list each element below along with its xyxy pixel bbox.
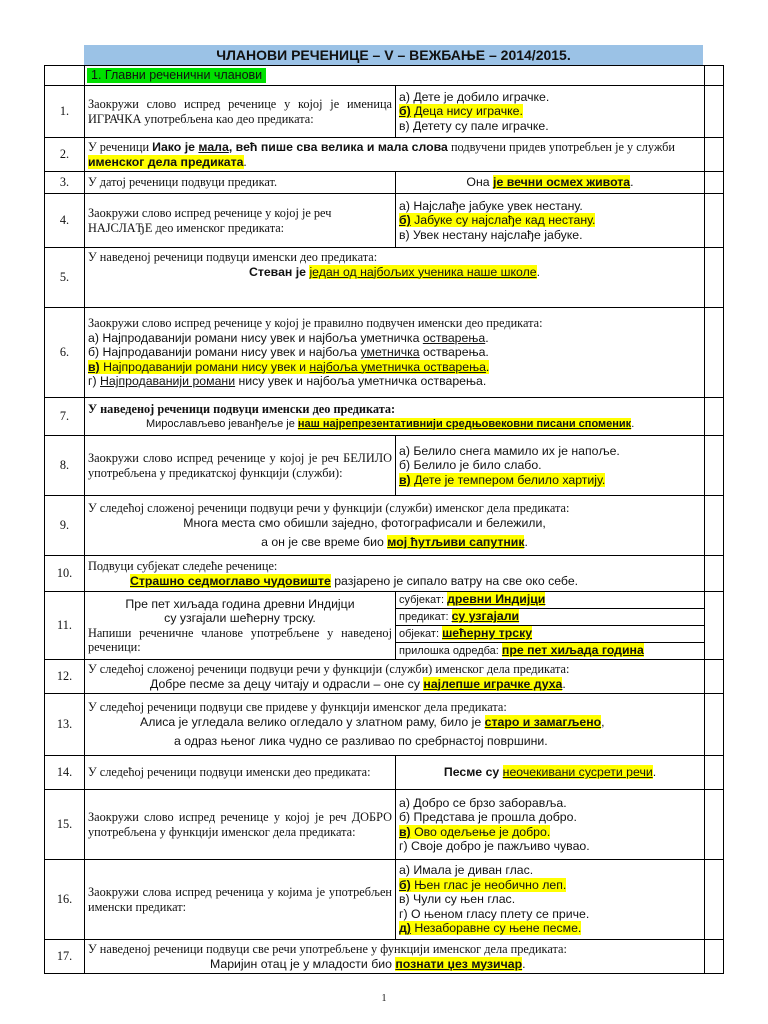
option-text: Ово одељење је добро. xyxy=(410,824,551,839)
option-text: Незаборавне су њене песме. xyxy=(410,921,582,936)
part-label: прилошка одредба: xyxy=(399,645,502,657)
answer-cell xyxy=(396,626,704,643)
option-a: а) Најслађе јабуке увек нестану. xyxy=(399,198,583,213)
question-body xyxy=(85,398,705,436)
option-text: Деца нису играчке. xyxy=(410,104,523,119)
underlined-part: Најпродаванији романи xyxy=(100,374,236,389)
question-number: 12. xyxy=(45,660,85,694)
question-body xyxy=(85,496,705,556)
question-row-3 xyxy=(45,172,724,194)
question-row-13 xyxy=(45,694,724,756)
answer-highlight: именског дела предиката xyxy=(88,154,244,169)
circled-letter: в) xyxy=(88,359,100,374)
question-body xyxy=(85,248,705,308)
underlined-part: остварења xyxy=(422,330,486,345)
sentence-line-2: а одраз њеног лика чудно се разливао по сребрнастој површини. xyxy=(174,734,548,749)
section-heading: 1. Главни реченични чланови xyxy=(87,68,266,83)
sentence-text: Она xyxy=(466,175,494,190)
option-text: . xyxy=(485,330,489,345)
sentence-text: . xyxy=(562,676,566,691)
question-prompt: У наведеној реченици подвуци све речи употребљене у функцији именског дела предиката: xyxy=(88,942,567,956)
option-c: в) Чули су њен глас. xyxy=(399,892,516,907)
section-row xyxy=(45,66,724,86)
answer-highlight: мој ћутљиви сапутник xyxy=(387,535,525,550)
question-number: 8. xyxy=(45,436,85,496)
prompt-text: . xyxy=(243,154,247,169)
underlined-part: најбоља уметничка остварења xyxy=(309,359,486,374)
answer-highlight: древни Индијци xyxy=(447,592,546,606)
question-row-17 xyxy=(45,940,724,974)
answer-options xyxy=(396,194,705,248)
answer-cell xyxy=(396,592,704,609)
circled-letter: б) xyxy=(399,877,411,892)
option-d xyxy=(88,374,701,389)
question-number: 2. xyxy=(45,138,85,172)
answer-highlight: најлепше играчке духа xyxy=(423,676,563,691)
option-a: а) Добро се брзо заборавља. xyxy=(399,795,567,810)
sentence-line-2: су узгајали шећерну трску. xyxy=(164,611,316,625)
sentence xyxy=(88,265,701,280)
answer-highlight: један од најбољих ученика наше школе xyxy=(309,264,537,279)
question-number: 16. xyxy=(45,860,85,940)
question-row-4 xyxy=(45,194,724,248)
answer-highlight: шећерну трску xyxy=(442,626,533,640)
answer-options xyxy=(396,790,705,860)
sentence-text: а он је све време био xyxy=(261,535,388,550)
sentence xyxy=(88,574,701,589)
option-e xyxy=(399,921,701,936)
worksheet-title: ЧЛАНОВИ РЕЧЕНИЦЕ – V – ВЕЖБАЊЕ – 2014/2015. xyxy=(84,45,703,65)
question-number: 9. xyxy=(45,496,85,556)
question-body xyxy=(85,660,705,694)
option-c xyxy=(88,360,701,375)
answer-cell xyxy=(396,609,704,626)
question-row-10 xyxy=(45,556,724,592)
answer-options xyxy=(396,860,705,940)
answer-highlight: старо и замагљено xyxy=(484,714,602,729)
question-prompt: Заокружи слово испред реченице у којој је правилно подвучен именски део предиката: xyxy=(88,316,543,331)
question-body xyxy=(85,694,705,756)
answer-options xyxy=(396,86,705,138)
answer-row-subject xyxy=(396,592,704,609)
underlined-adjective: мала xyxy=(198,140,229,154)
sentence-text: разјарено је сипало ватру на све око себе. xyxy=(330,573,579,588)
question-number: 7. xyxy=(45,398,85,436)
circled-letter: д) xyxy=(399,921,411,936)
sentence-text: Мирослављево јеванђеље је xyxy=(146,417,298,430)
part-label: предикат: xyxy=(399,611,452,623)
question-number: 4. xyxy=(45,194,85,248)
option-a: а) Белило снега мамило их је напоље. xyxy=(399,443,620,458)
option-d: г) Своје добро је пажљиво чувао. xyxy=(399,839,590,853)
question-number: 6. xyxy=(45,308,85,398)
question-row-16 xyxy=(45,860,724,940)
sentence-text: Маријин отац је у младости био xyxy=(210,956,396,971)
question-prompt: Заокружи слово испред реченице у којој је реч НАЈСЛАЂЕ део именског предиката: xyxy=(85,194,396,248)
option-b xyxy=(399,104,701,119)
question-row-12 xyxy=(45,660,724,694)
question-prompt: У следећој сложеној реченици подвуци речи у функцији (служби) именског дела предиката: xyxy=(88,662,570,676)
answer-options xyxy=(396,436,705,496)
question-prompt: У датој реченици подвуци предикат. xyxy=(85,172,396,194)
option-b xyxy=(399,213,701,228)
sentence-text: . xyxy=(630,175,634,190)
option-text: Јабуке су најслађе кад нестану. xyxy=(410,213,596,228)
option-text: Најпродаванији романи нису увек и xyxy=(99,359,310,374)
sentence xyxy=(88,417,701,432)
answer-highlight: наш најрепрезентативнији средњовековни писани споменик xyxy=(297,417,632,430)
question-row-6 xyxy=(45,308,724,398)
sentence-line-1: Пре пет хиљада година древни Индијци xyxy=(125,596,355,611)
question-row-2 xyxy=(45,138,724,172)
option-a xyxy=(88,331,701,346)
question-prompt: Заокружи слово испред реченице у којој је именица ИГРАЧКА употребљена као део предиката: xyxy=(85,86,396,138)
question-number: 15. xyxy=(45,790,85,860)
option-text: Њен глас је необично леп. xyxy=(410,877,567,892)
question-prompt: Заокружи слово испред реченице у којој је реч ДОБРО употребљена у функцији именског дела предиката: xyxy=(85,790,396,860)
answer-cell xyxy=(396,643,704,660)
question-body xyxy=(85,308,705,398)
answer-row-adverbial xyxy=(396,643,704,660)
sentence xyxy=(396,756,705,790)
sentence-line-1 xyxy=(88,715,701,730)
question-row-11 xyxy=(45,592,724,660)
exercise-table xyxy=(44,65,724,974)
sentence-text: Иако је xyxy=(152,140,199,154)
circled-letter: в) xyxy=(399,472,411,487)
sentence-text: Алиса је угледала велико огледало у златном раму, било је xyxy=(140,714,485,729)
sentence-text: , xyxy=(601,714,605,729)
question-prompt: У следећој реченици подвуци именски део предиката: xyxy=(85,756,396,790)
question-prompt xyxy=(85,138,705,172)
option-text: г) xyxy=(88,374,100,389)
question-prompt: У следећој сложеној реченици подвуци речи у функцији (служби) именског дела предиката: xyxy=(88,501,570,516)
option-b: б) Белило је било слабо. xyxy=(399,458,542,473)
option-c xyxy=(399,825,701,840)
sentence-line-1: Многа места смо обишли заједно, фотографисали и бележили, xyxy=(183,515,546,530)
sentence-text: Добре песме за децу читају и одрасли – оне су xyxy=(150,676,424,691)
question-body xyxy=(85,592,396,660)
question-body xyxy=(85,556,705,592)
sentence xyxy=(396,172,705,194)
underlined-part: уметничка xyxy=(360,345,420,360)
part-label: субјекат: xyxy=(399,594,448,606)
question-row-9 xyxy=(45,496,724,556)
question-number: 1. xyxy=(45,86,85,138)
question-number: 11. xyxy=(45,592,85,660)
option-b xyxy=(88,345,701,360)
question-number: 17. xyxy=(45,940,85,974)
sentence-text: Песме су xyxy=(443,765,503,780)
question-row-5 xyxy=(45,248,724,308)
question-number: 14. xyxy=(45,756,85,790)
question-prompt: Напиши реченичне чланове употребљене у наведеној реченици: xyxy=(88,625,392,654)
question-number: 13. xyxy=(45,694,85,756)
question-number: 10. xyxy=(45,556,85,592)
question-row-8 xyxy=(45,436,724,496)
option-c xyxy=(399,473,701,488)
part-label: објекат: xyxy=(399,628,443,640)
sentence-text: . xyxy=(522,956,526,971)
answer-row-predicate xyxy=(396,609,704,626)
sentence xyxy=(88,957,701,972)
question-number: 5. xyxy=(45,248,85,308)
answer-highlight: познати џез музичар xyxy=(395,956,523,971)
option-b xyxy=(399,878,701,893)
sentence-text: Стеван је xyxy=(248,264,310,279)
circled-letter: б) xyxy=(399,213,411,228)
question-row-1 xyxy=(45,86,724,138)
option-text: Дете је темпером белило хартију. xyxy=(410,472,606,487)
option-text: а) Најпродаванији романи нису увек и најбоља уметничка xyxy=(88,330,423,345)
sentence-line-2 xyxy=(88,530,701,550)
sentence-text: . xyxy=(524,535,528,550)
answer-highlight: је вечни осмех живота xyxy=(493,175,631,190)
sentence-text: . xyxy=(536,264,541,279)
answer-highlight: Страшно седмоглаво чудовиште xyxy=(130,573,331,588)
question-body xyxy=(85,940,705,974)
option-c: в) Детету су пале играчке. xyxy=(399,118,549,133)
option-a: а) Имала је диван глас. xyxy=(399,863,534,878)
question-prompt: Заокружи слово испред реченице у којој је реч БЕЛИЛО употребљена у предикатској функцији (служби): xyxy=(85,436,396,496)
question-row-7 xyxy=(45,398,724,436)
sentence-text: . xyxy=(631,417,635,430)
answer-highlight: пре пет хиљада година xyxy=(501,643,644,657)
answer-grid xyxy=(396,592,705,660)
question-number: 3. xyxy=(45,172,85,194)
prompt-text: У реченици xyxy=(88,140,153,154)
answer-row-object xyxy=(396,626,704,643)
question-row-14 xyxy=(45,756,724,790)
option-a: а) Дете је добило играчке. xyxy=(399,89,550,104)
answer-highlight: неочекивани сусрети речи xyxy=(502,765,653,780)
option-text: б) Најпродаванији романи нису увек и најбоља xyxy=(88,345,361,360)
question-prompt: У следећој реченици подвуци све придеве у функцији именског дела предиката: xyxy=(88,700,507,715)
option-text: нису увек и најбоља уметничка остварења. xyxy=(235,374,487,389)
prompt-text: подвучени придев употребљен је у служби xyxy=(447,140,676,154)
circled-letter: в) xyxy=(399,824,411,839)
circled-letter: б) xyxy=(399,104,411,119)
question-prompt: У наведеној реченици подвуци именски део предиката: xyxy=(88,402,396,416)
option-text: остварења. xyxy=(419,345,489,360)
question-prompt: У наведеној реченици подвуци именски део предиката: xyxy=(88,250,378,264)
page-number: 1 xyxy=(381,993,387,1004)
option-d: г) О њеном гласу плету се приче. xyxy=(399,906,590,921)
sentence-text: . xyxy=(652,765,657,780)
question-prompt: Заокружи слова испред реченица у којима је употребљен именски предикат: xyxy=(85,860,396,940)
answer-highlight: су узгајали xyxy=(451,609,520,623)
option-text: . xyxy=(485,359,490,374)
question-row-15 xyxy=(45,790,724,860)
option-c: в) Увек нестану најслађе јабуке. xyxy=(399,227,583,242)
option-b: б) Представа је прошла добро. xyxy=(399,810,577,824)
sentence xyxy=(88,677,701,692)
question-prompt: Подвуци субјекат следеће реченице: xyxy=(88,559,278,573)
sentence-parts-table xyxy=(396,592,704,659)
sentence-text: , већ пише сва велика и мала слова xyxy=(228,140,448,154)
